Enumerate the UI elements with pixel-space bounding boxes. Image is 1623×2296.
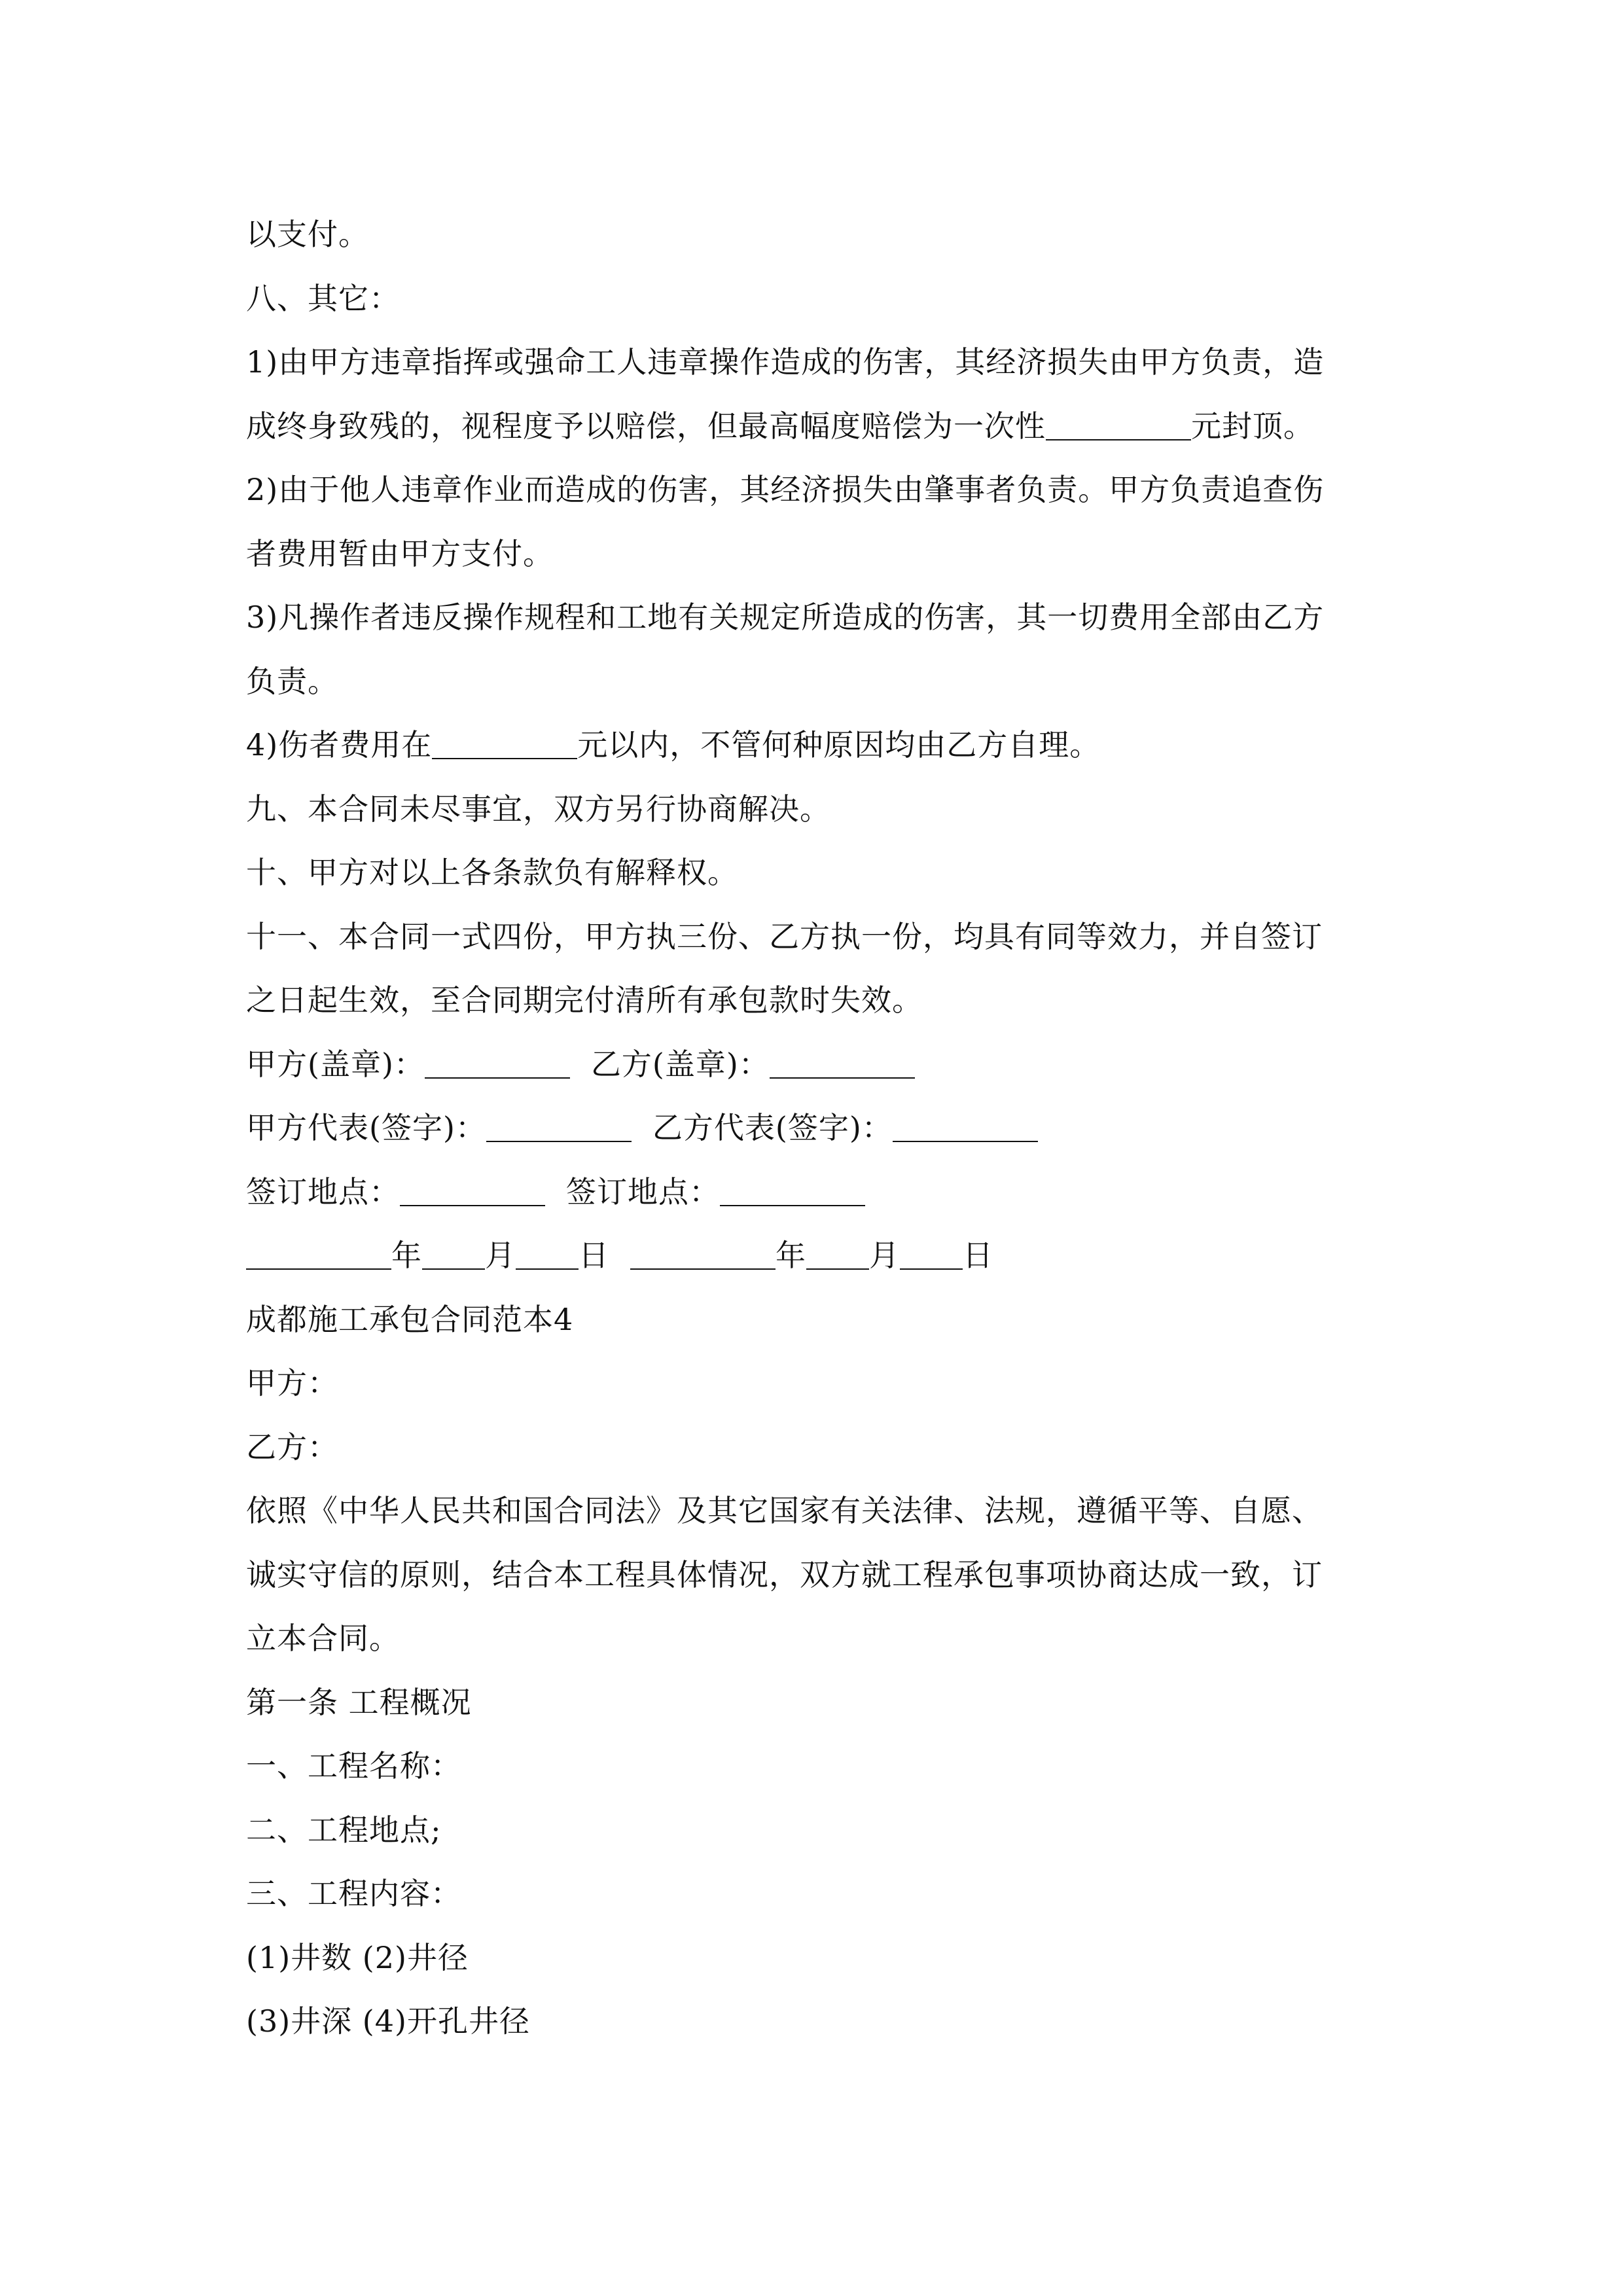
party-a-place-blank[interactable] <box>400 1205 545 1206</box>
text: 立本合同。 <box>246 1621 400 1656</box>
clause-8-2-cont <box>246 522 1385 586</box>
text: 3)凡操作者违反操作规程和工地有关规定所造成的伤害，其一切费用全部由乙方 <box>246 600 1325 635</box>
text: 一、工程名称： <box>246 1748 461 1784</box>
text: 元以内，不管何种原因均由乙方自理。 <box>577 727 1101 762</box>
year-label: 年 <box>776 1238 806 1273</box>
party-a-day-blank[interactable] <box>516 1268 579 1270</box>
text: 三、工程内容： <box>246 1876 461 1911</box>
year-label: 年 <box>391 1238 422 1273</box>
project-location-line <box>246 1799 1385 1863</box>
text: 九、本合同未尽事宜，双方另行协商解决。 <box>246 791 830 827</box>
party-b-rep-label: 乙方代表(签字)： <box>652 1110 893 1145</box>
section-heading-10 <box>246 841 1385 905</box>
text: (1)井数 (2)井径 <box>246 1939 469 1975</box>
day-label: 日 <box>579 1238 609 1273</box>
section-11-cont <box>246 969 1385 1033</box>
party-a-line <box>246 1352 1385 1416</box>
clause-8-1 <box>246 331 1385 395</box>
party-a-month-blank[interactable] <box>422 1268 485 1270</box>
project-name-line <box>246 1734 1385 1799</box>
text: 2)由于他人违章作业而造成的伤害，其经济损失由肇事者负责。甲方负责追查伤 <box>246 472 1325 507</box>
section-heading-9 <box>246 778 1385 842</box>
party-a-seal-label: 甲方(盖章)： <box>246 1046 425 1082</box>
party-a-year-blank[interactable] <box>246 1268 391 1270</box>
clause-8-3 <box>246 586 1385 650</box>
signing-place-row <box>246 1160 1385 1225</box>
clause-8-3-cont <box>246 650 1385 714</box>
text: 负责。 <box>246 663 338 699</box>
text: 乙方： <box>246 1429 338 1465</box>
text: 以支付。 <box>246 217 369 252</box>
text: 成终身致残的，视程度予以赔偿，但最高幅度赔偿为一次性 <box>246 408 1046 444</box>
section-heading-11 <box>246 905 1385 969</box>
document-body <box>246 203 1385 2054</box>
clause-8-1-cont <box>246 395 1385 459</box>
fill-in-blank[interactable] <box>432 758 577 759</box>
party-b-year-blank[interactable] <box>630 1268 776 1270</box>
text: 十、甲方对以上各条款负有解释权。 <box>246 855 738 890</box>
text: 二、工程地点; <box>246 1812 442 1848</box>
well-spec-line <box>246 1926 1385 1990</box>
signing-date-row <box>246 1224 1385 1288</box>
text: 元封顶。 <box>1191 408 1314 444</box>
text: 之日起生效，至合同期完付清所有承包款时失效。 <box>246 982 923 1018</box>
text: 者费用暂由甲方支付。 <box>246 535 554 571</box>
party-a-rep-blank[interactable] <box>486 1141 632 1142</box>
month-label: 月 <box>869 1238 900 1273</box>
well-spec-line <box>246 1990 1385 2054</box>
clause-8-4 <box>246 713 1385 778</box>
text: (3)井深 (4)开孔井径 <box>246 2003 530 2039</box>
clause-8-2 <box>246 458 1385 522</box>
text: 4)伤者费用在 <box>246 727 433 762</box>
text: 八、其它： <box>246 280 400 316</box>
text: 十一、本合同一式四份，甲方执三份、乙方执一份，均具有同等效力，并自签订 <box>246 918 1323 954</box>
party-b-line <box>246 1416 1385 1480</box>
party-a-place-label: 签订地点： <box>246 1174 400 1210</box>
signature-rep-row <box>246 1096 1385 1160</box>
text: 依照《中华人民共和国合同法》及其它国家有关法律、法规，遵循平等、自愿、 <box>246 1493 1323 1528</box>
preamble-line <box>246 1543 1385 1607</box>
day-label: 日 <box>963 1238 993 1273</box>
party-a-seal-blank[interactable] <box>425 1077 570 1079</box>
fill-in-blank[interactable] <box>1046 439 1191 440</box>
party-b-day-blank[interactable] <box>900 1268 963 1270</box>
text: 1)由甲方违章指挥或强命工人违章操作造成的伤害，其经济损失由甲方负责，造 <box>246 344 1325 380</box>
section-heading-8 <box>246 267 1385 331</box>
text: 诚实守信的原则，结合本工程具体情况，双方就工程承包事项协商达成一致，订 <box>246 1556 1323 1592</box>
signature-seal-row <box>246 1033 1385 1097</box>
article-1-heading <box>246 1671 1385 1735</box>
party-b-place-label: 签订地点： <box>566 1174 720 1210</box>
contract-title <box>246 1288 1385 1352</box>
party-b-seal-label: 乙方(盖章)： <box>590 1046 770 1082</box>
party-a-rep-label: 甲方代表(签字)： <box>246 1110 486 1145</box>
text: 第一条 工程概况 <box>246 1684 472 1720</box>
preamble-line <box>246 1607 1385 1671</box>
party-b-rep-blank[interactable] <box>893 1141 1038 1142</box>
paragraph-line <box>246 203 1385 267</box>
party-b-month-blank[interactable] <box>806 1268 869 1270</box>
month-label: 月 <box>485 1238 516 1273</box>
party-b-seal-blank[interactable] <box>770 1077 915 1079</box>
party-b-place-blank[interactable] <box>720 1205 865 1206</box>
project-content-line <box>246 1862 1385 1926</box>
text: 成都施工承包合同范本4 <box>246 1301 574 1337</box>
text: 甲方： <box>246 1365 338 1401</box>
preamble-line <box>246 1479 1385 1543</box>
